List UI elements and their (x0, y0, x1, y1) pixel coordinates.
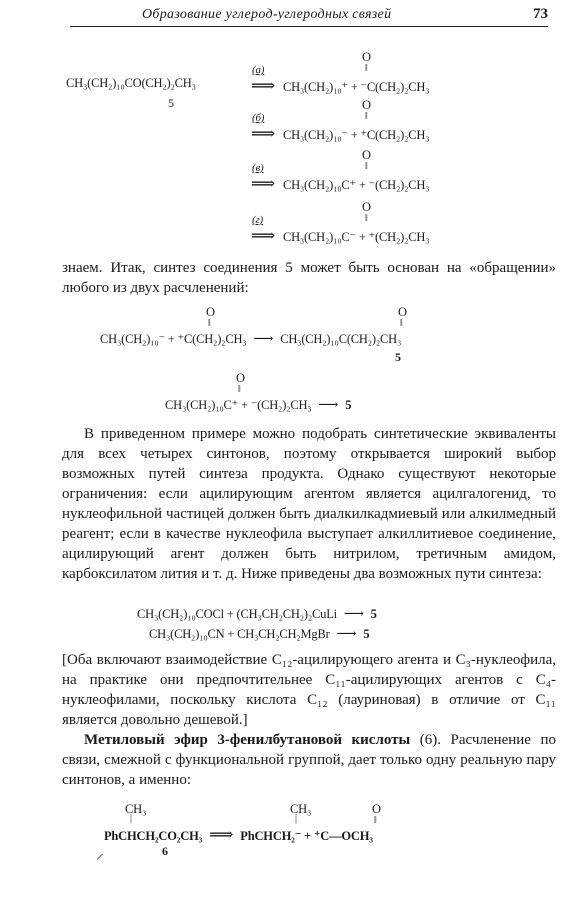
oxygen-a: O (362, 50, 371, 64)
header-title: Образование углерод-углеродных связей (142, 7, 392, 22)
scheme4-oxygen: O (372, 802, 381, 816)
scheme2-eq2 (165, 397, 351, 414)
oxygen-c: O (362, 148, 371, 162)
scheme2-double-bond-2: ‖ (400, 318, 403, 329)
paragraph-example: Метиловый эфир 3-фенилбутановой кислоты (6). Расчленение по связи, смежной с функциональной группой, дает только одну реальную пару синтонов, а именно: (62, 732, 556, 788)
scheme4-double-bond: ‖ (374, 815, 377, 826)
scheme3-eq1-product: 5 (370, 607, 377, 621)
scheme2-eq1-left: CH₃(CH₂)₁₀⁻ + ⁺C(CH₂)₂CH₃ (100, 332, 247, 346)
scheme2-eq1 (100, 331, 401, 348)
retro-arrow-c-icon: (в) ⟹ (250, 162, 276, 193)
scheme4-bond-left: | (130, 813, 132, 824)
scheme4-methyl-left: CH₃ (125, 802, 147, 816)
scheme4-left: PhCHCH₂CO₂CH₃ (104, 829, 203, 843)
reaction-arrow-4-icon: ⟶ (336, 627, 357, 642)
reaction-arrow-2-icon: ⟶ (318, 398, 339, 413)
scheme1-row-b (246, 112, 430, 144)
scheme1-start: CH₃(CH₂)₁₀CO(CH₂)₂CH₃ (66, 76, 196, 90)
scheme2-double-bond-1: ‖ (208, 318, 211, 329)
double-bond-b: ‖ (365, 111, 368, 122)
paragraph-note: [Оба включают взаимодействие C₁₂-ацилирующего агента и C₃-нуклеофила, на практике они предпочтительнее C₁₁-ацилирующих агентов с C₄-нуклеофилами, поскольку кислота C₁₂ (лауриновая) в отличие от C₁₁ является довольно дешевой.] (62, 652, 556, 728)
retro-arrow-d-icon: (г) ⟹ (250, 214, 276, 245)
scheme2-eq1-label: 5 (395, 350, 401, 364)
pencil-mark-icon: ⸍ (96, 852, 105, 869)
page-number: 73 (533, 6, 548, 22)
oxygen-b: O (362, 98, 371, 112)
scheme2-oxygen-1: O (206, 305, 215, 319)
retro-arrow-b-icon: (б) ⟹ (250, 112, 276, 143)
scheme2-oxygen-3: O (236, 371, 245, 385)
retro-arrow-e-icon: ⟹ (209, 825, 234, 844)
scheme2-oxygen-2: O (398, 305, 407, 319)
scheme4-eq (104, 825, 373, 845)
retro-arrow-a-icon: (а) ⟹ (250, 64, 276, 95)
double-bond-a: ‖ (365, 63, 368, 74)
double-bond-d: ‖ (365, 213, 368, 224)
scheme2-eq2-right: 5 (345, 398, 352, 412)
synthon-pair-d: CH₃(CH₂)₁₀C⁻ + ⁺(CH₂)₂CH₃ (282, 230, 430, 244)
compound-name: Метиловый эфир 3-фенилбутановой кислоты (84, 732, 411, 748)
scheme3-eq2 (149, 626, 369, 643)
scheme1-row-a (246, 64, 430, 96)
scheme4-bond-right: | (295, 813, 297, 824)
scheme3-eq1 (137, 606, 377, 623)
synthon-pair-c: CH₃(CH₂)₁₀C⁺ + ⁻(CH₂)₂CH₃ (282, 178, 430, 192)
synthon-pair-a: CH₃(CH₂)₁₀⁺ + ⁻C(CH₂)₂CH₃ (282, 80, 430, 94)
reaction-arrow-icon: ⟶ (253, 332, 274, 347)
scheme1-start-label: 5 (168, 96, 174, 110)
scheme3-eq1-text: CH₃(CH₂)₁₀COCl + (CH₃CH₂CH₂)₂CuLi (137, 607, 337, 621)
synthon-pair-b: CH₃(CH₂)₁₀⁻ + ⁺C(CH₂)₂CH₃ (282, 128, 430, 142)
scheme3-eq2-text: CH₃(CH₂)₁₀CN + CH₃CH₂CH₂MgBr (149, 627, 330, 641)
scheme1-row-c (246, 162, 430, 194)
oxygen-d: O (362, 200, 371, 214)
scheme4-methyl-right: CH₃ (290, 802, 312, 816)
scheme4-label: 6 (162, 844, 168, 858)
scheme3-eq2-product: 5 (363, 627, 370, 641)
scheme2-double-bond-3: ‖ (238, 384, 241, 395)
paragraph-intro: знаем. Итак, синтез соединения 5 может быть основан на «обращении» любого из двух расчленений: (62, 260, 556, 296)
running-header (70, 4, 548, 27)
paragraph-equivalents: В приведенном примере можно подобрать синтетические эквиваленты для всех четырех синтонов, поэтому открывается широкий выбор возможных путей синтеза продукта. Однако существуют некоторые ограничения: если ацилирующим агентом является ацилгалогенид, то нуклеофильной частицей должен быть диалкилкадмиевый или алкилмедный реагент; если в качестве нуклеофила выступает алкиллитиевое соединение, ацилирующий агент должен быть нитрилом, третичным амидом, карбоксилатом лития и т. д. Ниже приведены два возможных пути синтеза: (62, 426, 556, 582)
reaction-arrow-3-icon: ⟶ (343, 607, 364, 622)
double-bond-c: ‖ (365, 161, 368, 172)
scheme1-row-d (246, 214, 430, 246)
scheme2-eq2-left: CH₃(CH₂)₁₀C⁺ + ⁻(CH₂)₂CH₃ (165, 398, 312, 412)
scheme2-eq1-right: CH₃(CH₂)₁₀C(CH₂)₂CH₃ (280, 332, 402, 346)
scheme4-right: PhCHCH₂⁻ + ⁺C—OCH₃ (240, 829, 373, 843)
